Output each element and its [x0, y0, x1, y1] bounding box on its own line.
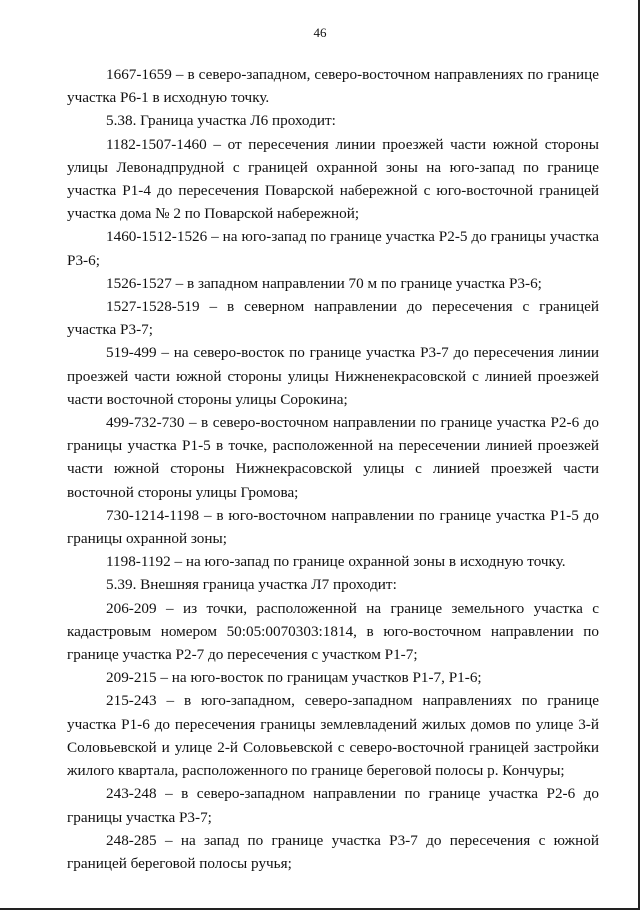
section-heading: 5.38. Граница участка Л6 проходит: [106, 112, 336, 130]
paragraph: 1460-1512-1526 – на юго-запад по границе участка Р2-5 до границы участка Р3-6; [67, 228, 599, 269]
paragraph: 1667-1659 – в северо-западном, северо-восточном направлениях по границе участка Р6-1 в исходную точку. [67, 66, 599, 107]
paragraph: 206-209 – из точки, расположенной на границе земельного участка с кадастровым номером 50:05:0070303:1814, в юго-восточном направлении по границе участка Р2-7 до пересечения с участком Р1-7; [67, 599, 599, 664]
paragraph: 519-499 – на северо-восток по границе участка Р3-7 до пересечения линии проезжей части южной стороны улицы Нижненекрасовской с линией проезжей части восточной стороны улицы Сорокина; [67, 344, 599, 408]
page-number: 46 [313, 25, 327, 40]
paragraph: 215-243 – в юго-западном, северо-западном направлениях по границе участка Р1-6 до пересечения границы землевладений жилых домов по улице 3-й Соловьевской и улице 2-й Соловьевской с северо-восточной границей застройки жилого квартала, расположенного по границе береговой полосы р. Кончуры; [67, 692, 599, 780]
paragraph: 1182-1507-1460 – от пересечения линии проезжей части южной стороны улицы Левонадпрудной с границей охранной зоны на юго-запад по границе участка Р1-4 до пересечения Поварской набережной с юго-восточной границей участка дома № 2 по Поварской набережной; [67, 135, 599, 223]
paragraph: 1527-1528-519 – в северном направлении до пересечения с границей участка Р3-7; [67, 298, 599, 339]
document-body [67, 63, 599, 875]
paragraph: 243-248 – в северо-западном направлении по границе участка Р2-6 до границы участка Р3-7; [67, 785, 599, 826]
paragraph: 248-285 – на запад по границе участка Р3-7 до пересечения с южной границей береговой полосы ручья; [67, 831, 599, 872]
paragraph: 1198-1192 – на юго-запад по границе охранной зоны в исходную точку. [106, 553, 566, 571]
section-heading: 5.39. Внешняя граница участка Л7 проходит: [106, 576, 397, 594]
paragraph: 209-215 – на юго-восток по границам участков Р1-7, Р1-6; [106, 669, 482, 687]
paragraph: 1526-1527 – в западном направлении 70 м по границе участка Р3-6; [106, 274, 542, 292]
paragraph: 730-1214-1198 – в юго-восточном направлении по границе участка Р1-5 до границы охранной зоны; [67, 506, 599, 548]
paragraph: 499-732-730 – в северо-восточном направлении по границе участка Р2-6 до границы участка Р1-5 в точке, расположенной на пересечении линией проезжей части южной стороны Нижнекрасовской улицы с линией проезжей части восточной стороны улицы Громова; [67, 414, 599, 501]
